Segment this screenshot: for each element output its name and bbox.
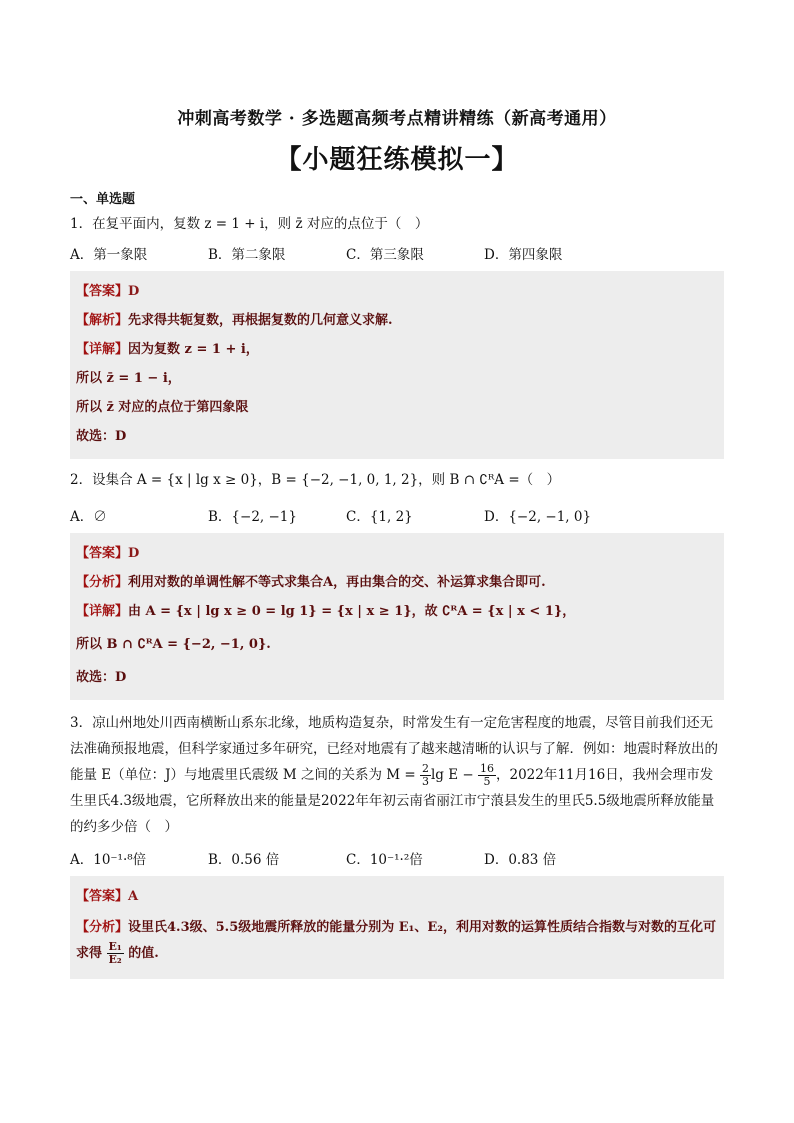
answer-block-3 [70,876,724,979]
choice-line: 故选：D [76,429,127,444]
document-title: 冲刺高考数学 · 多选题高频考点精讲精练（新高考通用） [177,109,617,129]
option-b: B．{−2, −1} [208,509,297,525]
detail-tag: 【详解】 [76,342,129,357]
option-b: B．0.56 倍 [208,852,280,868]
option-d: D．{−2, −1, 0} [484,509,592,525]
analysis-text: 设里氏4.3级、5.5级地震所释放的能量分别为 E₁、E₂，利用对数的运算性质结合指数与对数的互化可求得 [76,920,716,961]
analysis-text-end: 的值. [123,946,159,961]
option-d: D．0.83 倍 [484,852,557,868]
question-2-options [70,505,724,525]
question-3-part-c: ，2022年11月16日，我州会理市发生里氏4.3级地震，它所释放出来的能量是2022年年初云南省丽江市宁蒗县发生的里氏5.5级地震所释放能量的约多少倍（ ） [70,767,715,835]
question-1-options [70,243,724,263]
option-c: C．{1, 2} [346,509,413,525]
detail-line: 因为复数 z = 1 + i， [128,342,259,357]
question-3-text [70,710,724,840]
answer-value: A [128,889,139,904]
question-1-text: 1．在复平面内，复数 z = 1 + i，则 z̄ 对应的点位于（ ） [70,216,429,232]
question-3-part-b: lg E − [430,767,478,783]
answer-value: D [128,284,140,299]
answer-value: D [128,546,140,561]
fraction: $\frac{16}{5}$ [479,762,494,788]
option-a: A．10⁻¹·⁸倍 [70,852,147,868]
answer-tag: 【答案】 [76,546,129,561]
option-a: A．∅ [70,509,107,525]
option-d: D．第四象限 [484,247,563,263]
detail-line: 由 A = {x | lg x ≥ 0 = lg 1} = {x | x ≥ 1}，故 ∁ᴿA = {x | x < 1}， [128,604,576,619]
detail-line: 所以 B ∩ ∁ᴿA = {−2, −1, 0}. [76,637,271,652]
analysis-text: 利用对数的单调性解不等式求集合A，再由集合的交、补运算求集合即可. [128,575,546,590]
answer-tag: 【答案】 [76,889,129,904]
question-3-part-a: 3．凉山州地处川西南横断山系东北缘，地质构造复杂，时常发生有一定危害程度的地震，尽管目前我们还无法准确预报地震，但科学家通过多年研究，已经对地震有了越来越清晰的认识与了解．例如：地震时释放出的能量 E（单位：J）与地震里氏震级 M 之间的关系为 M = [70,715,718,783]
document-subtitle: 【小题狂练模拟一】 [275,145,519,175]
fraction: $\frac{\text{E₁}}{\text{E₂}}$ [108,940,122,966]
analysis-text: 先求得共轭复数，再根据复数的几何意义求解. [128,313,393,328]
option-b: B．第二象限 [208,247,286,263]
question-3-options [70,848,724,868]
answer-block-1 [70,271,724,459]
detail-line: 所以 z̄ 对应的点位于第四象限 [76,400,249,415]
question-2-text: 2．设集合 A = {x | lg x ≥ 0}，B = {−2, −1, 0, 1, 2}，则 B ∩ ∁ᴿA =（ ） [70,472,561,488]
document-page [70,100,724,989]
fraction: $\frac{2}{3}$ [421,762,429,788]
detail-line: 所以 z̄ = 1 − i， [76,371,181,386]
option-c: C．第三象限 [346,247,424,263]
analysis-tag: 【分析】 [76,920,129,935]
detail-tag: 【详解】 [76,604,129,619]
choice-line: 故选：D [76,670,127,685]
analysis-tag: 【解析】 [76,313,129,328]
answer-block-2 [70,533,724,700]
option-a: A．第一象限 [70,247,148,263]
option-c: C．10⁻¹·²倍 [346,852,423,868]
analysis-tag: 【分析】 [76,575,129,590]
answer-tag: 【答案】 [76,284,129,299]
section-heading: 一、单选题 [70,192,136,207]
